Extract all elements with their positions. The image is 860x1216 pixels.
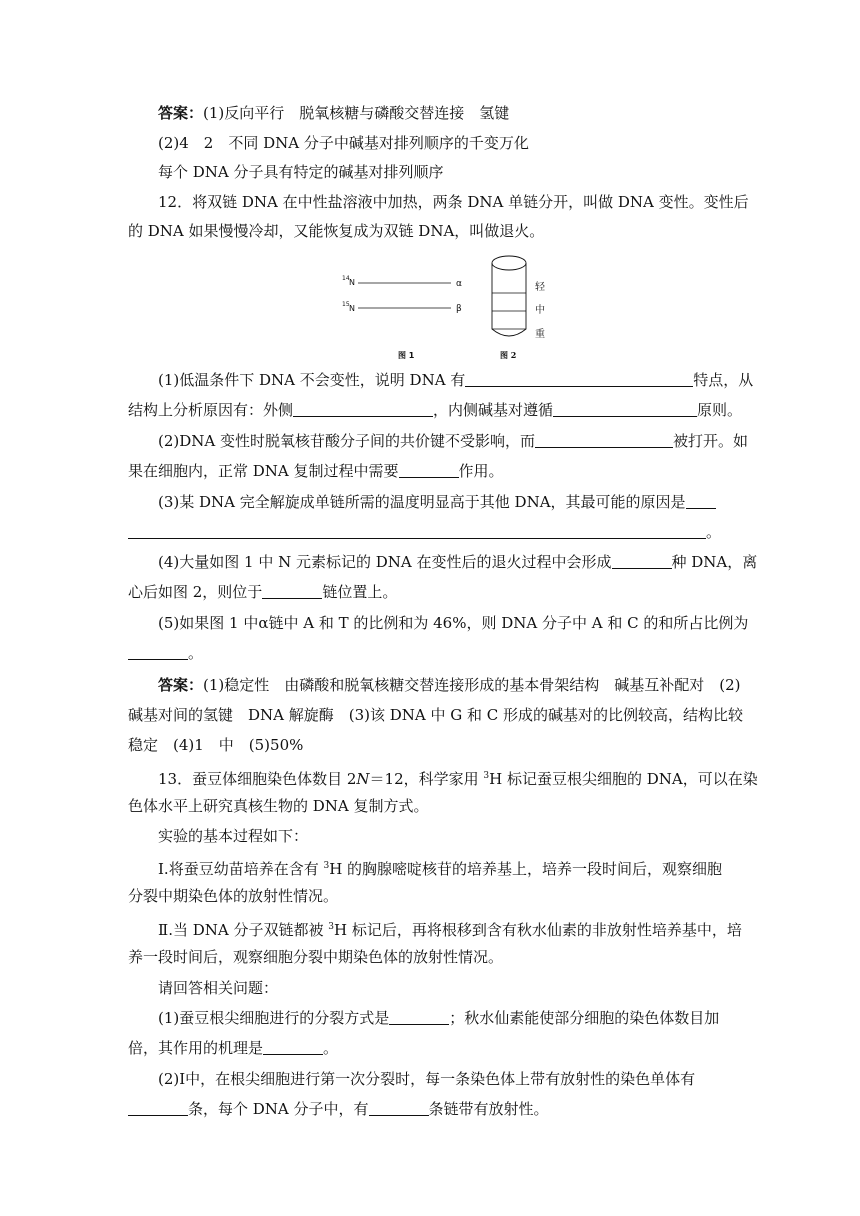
text: 原则。 [697,401,743,419]
answer-blank[interactable] [128,524,706,539]
text: 。 [706,523,722,541]
text: N [356,770,370,788]
answer-blank[interactable] [128,645,188,660]
text: H 标记蚕豆根尖细胞的 DNA，可以在染 [489,770,758,788]
text: 条，每个 DNA 分子中，有 [188,1100,369,1118]
q13-procedure-intro: 实验的基本过程如下： [158,827,309,845]
q12-sub1-line-1 [158,370,754,390]
text: 种 DNA，离 [671,553,758,571]
text: ；秋水仙素能使部分细胞的染色体数目加 [449,1009,720,1027]
text: H 的胸腺嘧啶核苷的培养基上，培养一段时间后，观察细胞 [329,860,723,878]
answer-blank[interactable] [465,372,693,387]
n15-label: N [349,304,355,313]
text: 特点，从 [693,371,754,389]
n15-superscript: 15 [342,301,350,308]
answer-blank[interactable] [399,463,459,478]
text: 结构上分析原因有：外侧 [128,401,294,419]
fig2-caption: 图 2 [500,350,517,360]
text: ，内侧碱基对遵循 [433,401,554,419]
superscript: 3 [483,771,490,781]
answer-blank[interactable] [293,402,433,417]
q12-answer-line-2: 碱基对间的氢键 DNA 解旋酶 (3)该 DNA 中 G 和 C 形成的碱基对的比例较高，结构比较 [128,706,744,724]
q13-ask: 请回答相关问题： [158,979,279,997]
q13-sub2-line-2 [128,1099,740,1119]
text: 心后如图 2，则位于 [128,583,263,601]
alpha-label: α [456,279,462,289]
q12-sub3-line-2 [128,522,740,542]
q12-sub5-line-1: (5)如果图 1 中α链中 A 和 T 的比例和为 46%，则 DNA 分子中 A 和 C 的和所占比例为 [158,614,749,632]
q13-step2-line-1 [158,917,740,940]
q12-answer-line-3: 稳定 (4)1 中 (5)50% [128,736,304,754]
q12-sub4-line-1 [158,552,758,572]
text: (2)DNA 变性时脱氧核苷酸分子间的共价键不受影响，而 [158,432,536,450]
answer-text: (1)反向平行 脱氧核糖与磷酸交替连接 氢键 [203,104,510,122]
answer-blank[interactable] [369,1101,429,1116]
text: 。 [323,1039,339,1057]
answer-blank[interactable] [263,1040,323,1055]
q12-sub5-line-2 [128,643,740,663]
answer-line-3: 每个 DNA 分子具有特定的碱基对排列顺序 [158,163,444,181]
text: 被打开。如 [673,432,749,450]
q12-stem-line-2: 的 DNA 如果慢慢冷却，又能恢复成为双链 DNA，叫做退火。 [128,222,545,240]
answer-label: 答案： [158,676,204,694]
text: 13．蚕豆体细胞染色体数目 2 [158,770,357,788]
text: Ⅰ.将蚕豆幼苗培养在含有 [158,860,324,878]
answer-blank[interactable] [553,402,697,417]
text: 果在细胞内，正常 DNA 复制过程中需要 [128,462,399,480]
middle-label: 中 [535,305,545,316]
answer-blank[interactable] [686,494,716,509]
text: (1)低温条件下 DNA 不会变性，说明 DNA 有 [158,371,466,389]
answer-blank[interactable] [128,1101,188,1116]
answer-line-1 [158,103,740,123]
q13-step2-line-2: 养一段时间后，观察细胞分裂中期染色体的放射性情况。 [128,948,504,966]
text: (4)大量如图 1 中 N 元素标记的 DNA 在变性后的退火过程中会形成 [158,553,612,571]
q13-stem-line-2: 色体水平上研究真核生物的 DNA 复制方式。 [128,797,429,815]
answer-blank[interactable] [389,1010,449,1025]
answer-blank[interactable] [262,584,322,599]
q12-answer-line-1 [158,675,740,695]
text: H 标记后，再将根移到含有秋水仙素的非放射性培养基中，培 [334,921,742,939]
text: (3)某 DNA 完全解旋成单链所需的温度明显高于其他 DNA，其最可能的原因是 [158,493,686,511]
centrifuge-tube [492,256,526,336]
superscript: 3 [323,861,330,871]
q13-sub1-line-1 [158,1008,740,1028]
n14-label: N [349,278,355,287]
beta-label: β [456,304,462,314]
heavy-label: 重 [535,329,545,340]
text: 。 [188,644,204,662]
fig1-caption: 图 1 [398,351,415,360]
q12-sub1-line-2 [128,400,743,420]
q12-sub2-line-1 [158,431,749,451]
q13-sub1-line-2 [128,1038,740,1058]
text: (1)蚕豆根尖细胞进行的分裂方式是 [158,1009,390,1027]
q13-stem-line-1 [158,766,758,789]
q12-sub3-line-1 [158,492,740,512]
q13-sub2-line-1: (2)Ⅰ中，在根尖细胞进行第一次分裂时，每一条染色体上带有放射性的染色单体有 [158,1070,696,1088]
q13-step1-line-2: 分裂中期染色体的放射性情况。 [128,887,339,905]
text: Ⅱ.当 DNA 分子双链都被 [158,921,329,939]
n14-superscript: 14 [342,275,350,282]
light-label: 轻 [535,282,545,293]
q13-step1-line-1 [158,856,740,879]
dna-figure [330,250,550,365]
q12-stem-line-1: 12．将双链 DNA 在中性盐溶液中加热，两条 DNA 单链分开，叫做 DNA 变性。变性后 [158,193,749,211]
text: 作用。 [458,462,504,480]
text: ＝12，科学家用 [369,770,484,788]
q12-sub2-line-2 [128,461,740,481]
answer-blank[interactable] [535,433,673,448]
answer-blank[interactable] [612,554,672,569]
answer-line-2: (2)4 2 不同 DNA 分子中碱基对排列顺序的千变万化 [158,134,529,152]
answer-text: (1)稳定性 由磷酸和脱氧核糖交替连接形成的基本骨架结构 碱基互补配对 (2) [203,676,741,694]
superscript: 3 [328,922,334,932]
q12-sub4-line-2 [128,582,740,602]
text: 倍，其作用的机理是 [128,1039,264,1057]
text: 链位置上。 [322,583,398,601]
text: 条链带有放射性。 [428,1100,549,1118]
answer-label: 答案： [158,104,204,122]
